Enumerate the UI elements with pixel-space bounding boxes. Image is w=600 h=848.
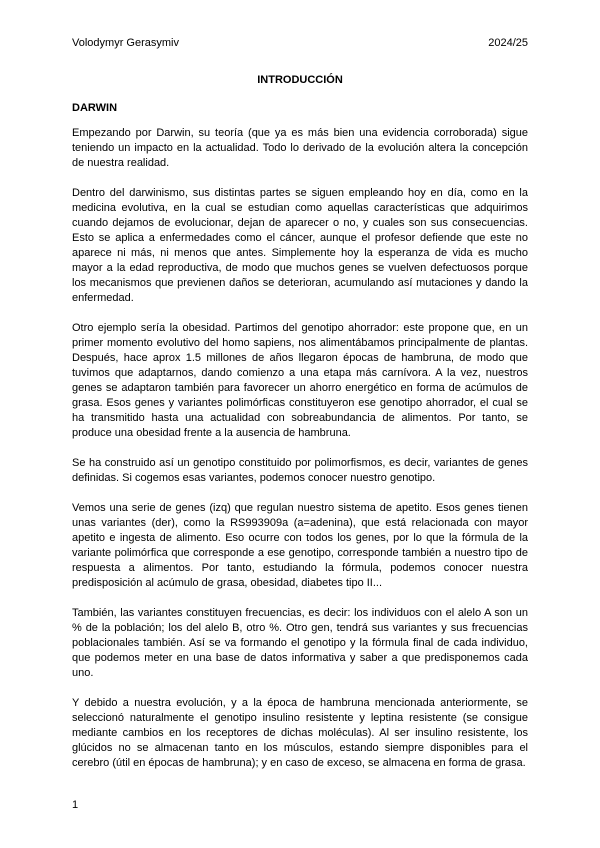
paragraph: Dentro del darwinismo, sus distintas partes se siguen empleando hoy en día, como en la medicina evolutiva, en la cual se estudian como aquellas características que adquirimos cuando dejamos de evolucionar, dejan de aparecer o no, y cuales son sus consecuencias. Esto se aplica a enfermedades como el cáncer, aunque el profesor defiende que este no aparece ni más, ni menos que antes. Simplemente hoy la esperanza de vida es mucho mayor a la edad reproductiva, de modo que muchos genes se vuelven defectuosos porque los mecanismos que previenen daños se deterioran, acumulando así mutaciones y dando la enfermedad.	[72, 187, 528, 304]
paragraph: También, las variantes constituyen frecuencias, es decir: los individuos con el alelo A son un % de la población; los del alelo B, otro %. Otro gen, tendrá sus variantes y sus frecuencias poblacionales también. Así se va formando el genotipo y la fórmula final de cada individuo, que podemos meter en una base de datos informativa y saber a que predisponemos cada uno.	[72, 607, 528, 679]
paragraph: Empezando por Darwin, su teoría (que ya es más bien una evidencia corroborada) sigue teniendo un impacto en la actualidad. Todo lo derivado de la evolución altera la concepción de nuestra realidad.	[72, 127, 528, 169]
paragraph: Otro ejemplo sería la obesidad. Partimos del genotipo ahorrador: este propone que, en un primer momento evolutivo del homo sapiens, nos alimentábamos principalmente de plantas. Después, hace aprox 1.5 millones de años llegaron épocas de hambruna, de modo que tuvimos que adaptarnos, dando comienzo a una etapa más carnívora. A la vez, nuestros genes se adaptaron también para favorecer un ahorro energético en forma de acúmulos de grasa. Esos genes y variantes polimórficas constituyeron ese genotipo ahorrador, el cual se ha transmitido hasta una actualidad con sobreabundancia de alimentos. Por tanto, se produce una obesidad frente a la ausencia de hambruna.	[72, 322, 528, 439]
document-title: INTRODUCCIÓN	[257, 74, 343, 86]
header-year: 2024/25	[488, 37, 528, 49]
paragraph: Se ha construido así un genotipo constituido por polimorfismos, es decir, variantes de genes definidas. Si cogemos esas variantes, podemos conocer nuestro genotipo.	[72, 457, 528, 484]
page-header	[72, 36, 528, 50]
header-author: Volodymyr Gerasymiv	[72, 37, 179, 49]
section-heading: DARWIN	[72, 102, 118, 114]
body-text	[72, 126, 528, 786]
paragraph: Y debido a nuestra evolución, y a la época de hambruna mencionada anteriormente, se seleccionó naturalmente el genotipo insulino resistente y leptina resistente (se consigue mediante cambios en los receptores de dichas moléculas). Al ser insulino resistente, los glúcidos no se almacenan tanto en los músculos, estando siempre disponibles para el cerebro (útil en épocas de hambruna); y en caso de exceso, se almacena en forma de grasa.	[72, 697, 528, 769]
page-number: 1	[72, 799, 79, 811]
paragraph: Vemos una serie de genes (izq) que regulan nuestro sistema de apetito. Esos genes tienen unas variantes (der), como la RS993909a (a=adenina), que está relacionada con mayor apetito e ingesta de alimento. Eso ocurre con todos los genes, por lo que la fórmula de la variante polimórfica que corresponde a ese genotipo, corresponde también a nuestro tipo de respuesta a alimentos. Por tanto, estudiando la fórmula, podemos conocer nuestra predisposición al acúmulo de grasa, obesidad, diabetes tipo II...	[72, 502, 528, 589]
